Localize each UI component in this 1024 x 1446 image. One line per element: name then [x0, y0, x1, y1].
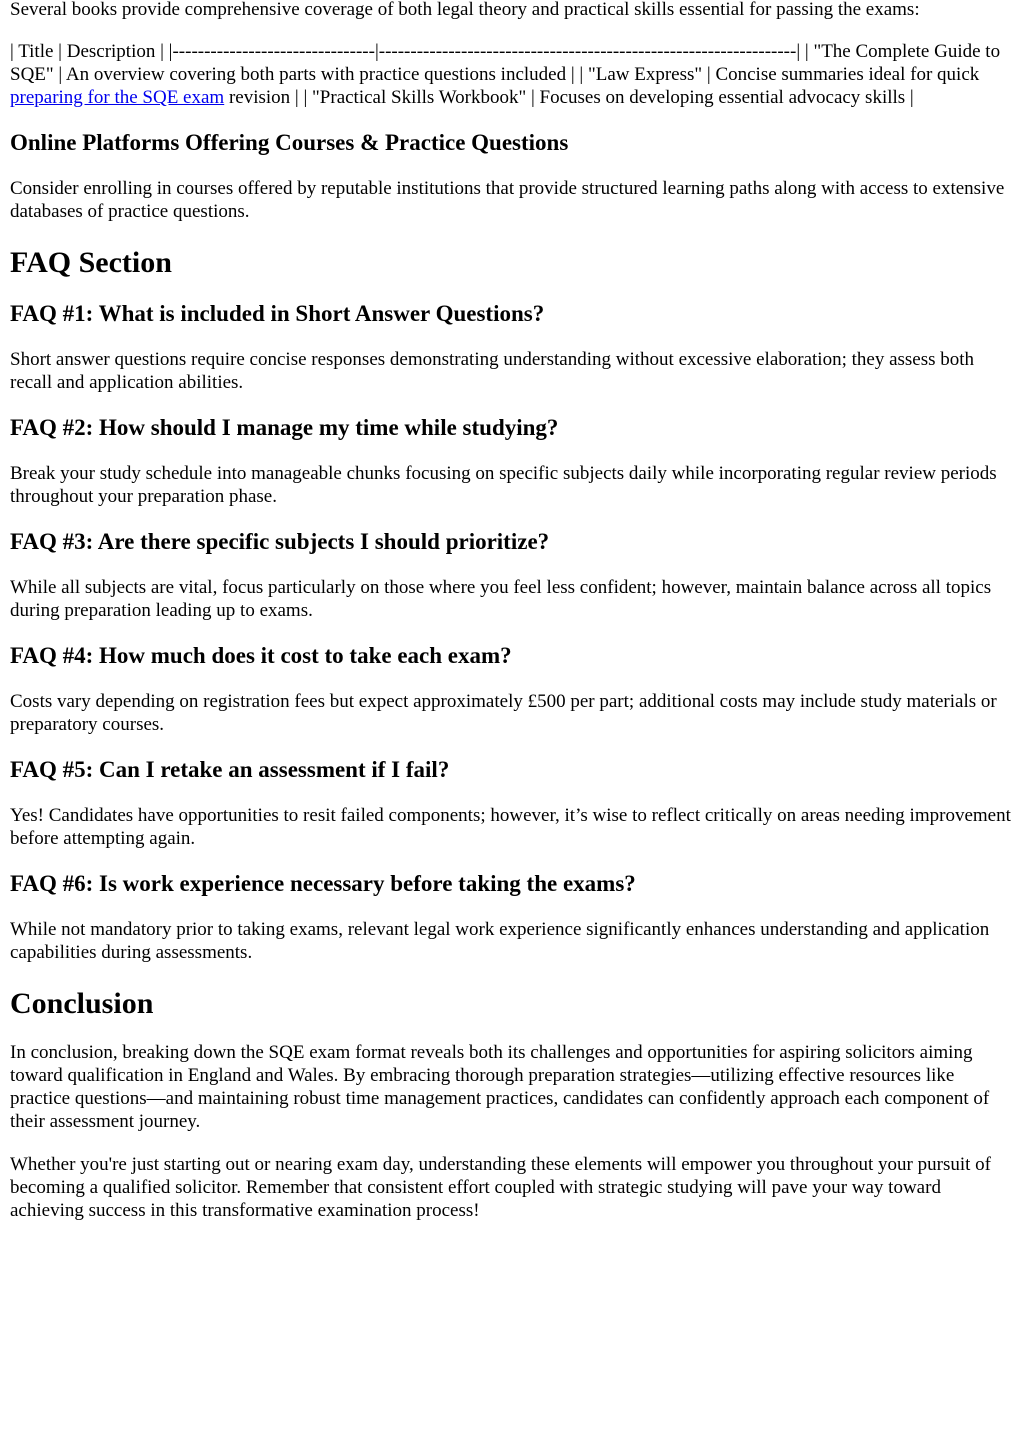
conclusion-paragraph-1: In conclusion, breaking down the SQE exam format reveals both its challenges and opportunities for aspiring solicitors aiming toward qualification in England and Wales. By embracing thorough preparation strategies—utilizing effective resources like practice questions—and maintaining robust time management practices, candidates can confidently approach each component of their assessment journey.	[10, 1042, 990, 1132]
online-platforms-heading: Online Platforms Offering Courses & Practice Questions	[10, 130, 569, 155]
conclusion-heading: Conclusion	[10, 987, 154, 1020]
faq-answer-1: Short answer questions require concise responses demonstrating understanding without excessive elaboration; they assess both recall and application abilities.	[10, 349, 975, 393]
faq-question-6: FAQ #6: Is work experience necessary before taking the exams?	[10, 871, 636, 896]
sqe-exam-link[interactable]: preparing for the SQE exam	[10, 87, 225, 108]
faq-question-5: FAQ #5: Can I retake an assessment if I fail?	[10, 757, 450, 782]
faq-answer-4: Costs vary depending on registration fees but expect approximately £500 per part; additional costs may include study materials or preparatory courses.	[10, 691, 997, 735]
faq-answer-5: Yes! Candidates have opportunities to resit failed components; however, it’s wise to reflect critically on areas needing improvement before attempting again.	[10, 805, 1011, 849]
faq-question-3: FAQ #3: Are there specific subjects I should prioritize?	[10, 529, 550, 554]
faq-answer-3: While all subjects are vital, focus particularly on those where you feel less confident; however, maintain balance across all topics during preparation leading up to exams.	[10, 577, 992, 621]
books-table-text-end: revision | | "Practical Skills Workbook" | Focuses on developing essential advocacy skills |	[224, 87, 914, 108]
faq-question-1: FAQ #1: What is included in Short Answer Questions?	[10, 301, 545, 326]
books-table-text	[10, 40, 1014, 109]
faq-question-4: FAQ #4: How much does it cost to take each exam?	[10, 643, 512, 668]
online-platforms-paragraph: Consider enrolling in courses offered by reputable institutions that provide structured learning paths along with access to extensive databases of practice questions.	[10, 178, 1005, 222]
faq-answer-2: Break your study schedule into manageable chunks focusing on specific subjects daily while incorporating regular review periods throughout your preparation phase.	[10, 463, 997, 507]
intro-paragraph: Several books provide comprehensive coverage of both legal theory and practical skills essential for passing the exams:	[10, 0, 920, 20]
faq-question-2: FAQ #2: How should I manage my time while studying?	[10, 415, 559, 440]
faq-answer-6: While not mandatory prior to taking exams, relevant legal work experience significantly enhances understanding and application capabilities during assessments.	[10, 919, 990, 963]
conclusion-paragraph-2: Whether you're just starting out or nearing exam day, understanding these elements will empower you throughout your pursuit of becoming a qualified solicitor. Remember that consistent effort coupled with strategic studying will pave your way toward achieving success in this transformative examination process!	[10, 1154, 991, 1221]
books-table-text-start: | Title | Description | |--------------------------------|------------------------------------------------------------------| | "The Complete Guide to SQE" | An overview covering both parts with practice questions included | | "Law Express" | Concise summaries ideal for quick	[10, 41, 1001, 85]
faq-section-heading: FAQ Section	[10, 246, 172, 279]
